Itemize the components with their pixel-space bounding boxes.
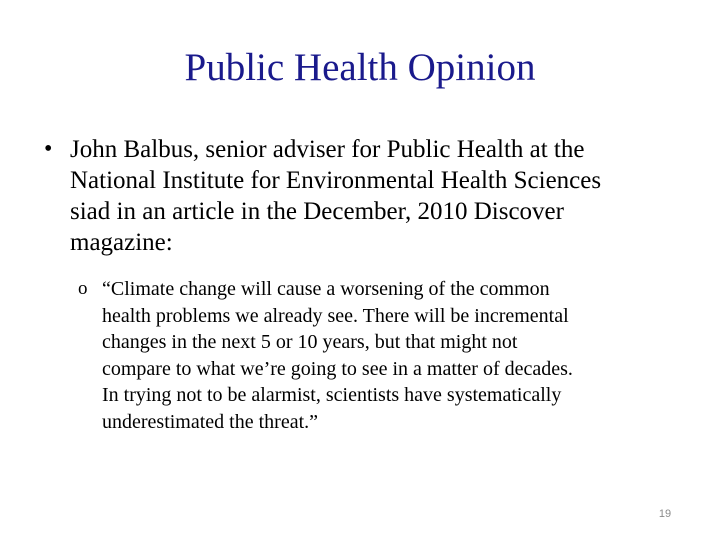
quote-line: changes in the next 5 or 10 years, but that might not xyxy=(102,331,518,354)
bullet-line: John Balbus, senior adviser for Public Health at the xyxy=(70,136,585,163)
quote-line: underestimated the threat.” xyxy=(102,410,319,433)
quote-line: compare to what we’re going to see in a matter of decades. xyxy=(102,357,573,380)
bullet-line: National Institute for Environmental Health Sciences xyxy=(70,167,602,194)
page-number: 19 xyxy=(658,508,672,520)
slide-title: Public Health Opinion xyxy=(184,46,536,89)
bullet-marker: • xyxy=(44,136,53,162)
bullet-line: siad in an article in the December, 2010 Discover xyxy=(70,198,564,225)
quote-line: “Climate change will cause a worsening of the common xyxy=(102,278,550,300)
sub-bullet-marker: o xyxy=(78,278,88,299)
quote-text xyxy=(102,276,702,436)
bullet-line: magazine: xyxy=(70,229,173,256)
quote-line: In trying not to be alarmist, scientists have systematically xyxy=(102,384,562,407)
bullet-text xyxy=(70,134,680,258)
quote-line: health problems we already see. There will be incremental xyxy=(102,304,569,327)
